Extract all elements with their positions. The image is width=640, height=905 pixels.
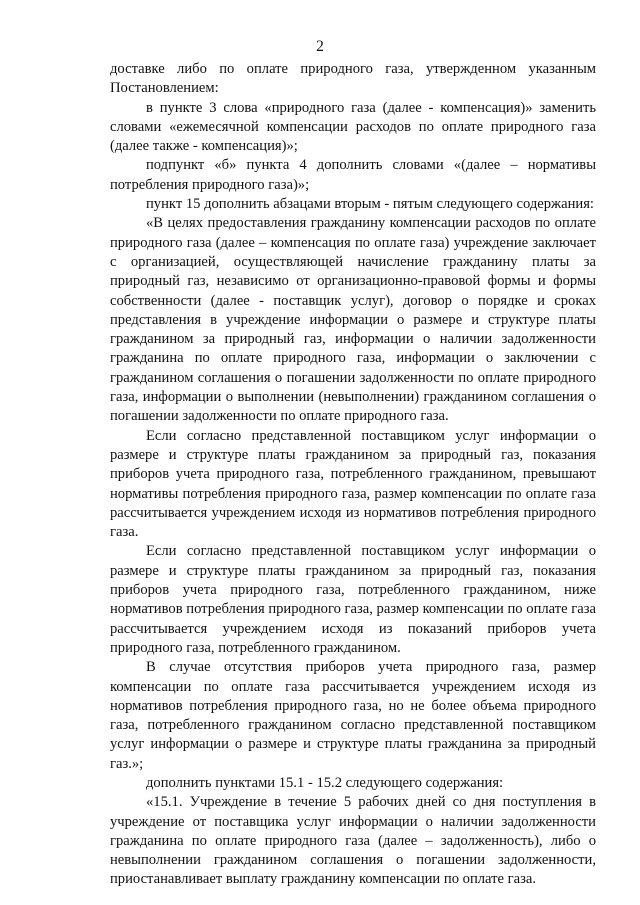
page-number: 2 — [316, 38, 324, 55]
paragraph-continuation: доставке либо по оплате природного газа, утвержденном указанным Постановлением: — [110, 61, 596, 97]
paragraph-amend-point-15: пункт 15 дополнить абзацами вторым - пятым следующего содержания: — [146, 196, 594, 213]
paragraph-point-15-1: «15.1. Учреждение в течение 5 рабочих дней со дня поступления в учреждение от поставщика услуг информации о наличии задолженности гражданина по оплате природного газа (далее – задолженность), либо о невыполнении гражданином соглашения о погашении задолженности, приостанавливает выплату гражданину компенсации по оплате газа. — [110, 794, 596, 888]
paragraph-add-points: дополнить пунктами 15.1 - 15.2 следующего содержания: — [146, 774, 504, 791]
paragraph-quote-no-meters: В случае отсутствия приборов учета природного газа, размер компенсации по оплате газа рассчитывается учреждением исходя из нормативов потребления природного газа, но не более объема природного газа, потребленного гражданином согласно представленной поставщиком услуг информации о размере и структуре платы гражданина за природный газ.»; — [110, 659, 596, 772]
paragraph-quote-below: Если согласно представленной поставщиком услуг информации о размере и структуре платы гражданином за природный газ, показания приборов учета природного газа, потребленного гражданином, ниже нормативов потребления природного газа, размер компенсации по оплате газа рассчитывается учреждением исходя из показаний приборов учета природного газа, потребленного гражданином. — [110, 543, 596, 656]
document-body — [110, 60, 596, 890]
paragraph-amend-point-3: в пункте 3 слова «природного газа (далее - компенсация)» заменить словами «ежемесячной компенсации расходов по оплате природного газа (далее также - компенсация)»; — [110, 99, 596, 155]
paragraph-amend-point-4: подпункт «б» пункта 4 дополнить словами «(далее – нормативы потребления природного газа)»; — [110, 157, 596, 193]
paragraph-quote-contract: «В целях предоставления гражданину компенсации расходов по оплате природного газа (далее – компенсация по оплате газа) учреждение заключает с организацией, осуществляющей начисление гражданину платы за природный газ, независимо от организационно-правовой формы и формы собственности (далее - поставщик услуг), договор о порядке и сроках представления в учреждение информации о размере и структуре платы гражданином за природный газ, информации о наличии задолженности гражданина по оплате природного газа, информации о заключении с гражданином соглашения о погашении задолженности по оплате природного газа, информации о выполнении (невыполнении) гражданином соглашения о погашении задолженности по оплате природного газа. — [110, 215, 596, 425]
paragraph-quote-exceeds: Если согласно представленной поставщиком услуг информации о размере и структуре платы гражданином за природный газ, показания приборов учета природного газа, потребленного гражданином, превышают нормативы потребления природного газа, размер компенсации по оплате газа рассчитывается учреждением исходя из нормативов потребления природного газа. — [110, 427, 596, 541]
